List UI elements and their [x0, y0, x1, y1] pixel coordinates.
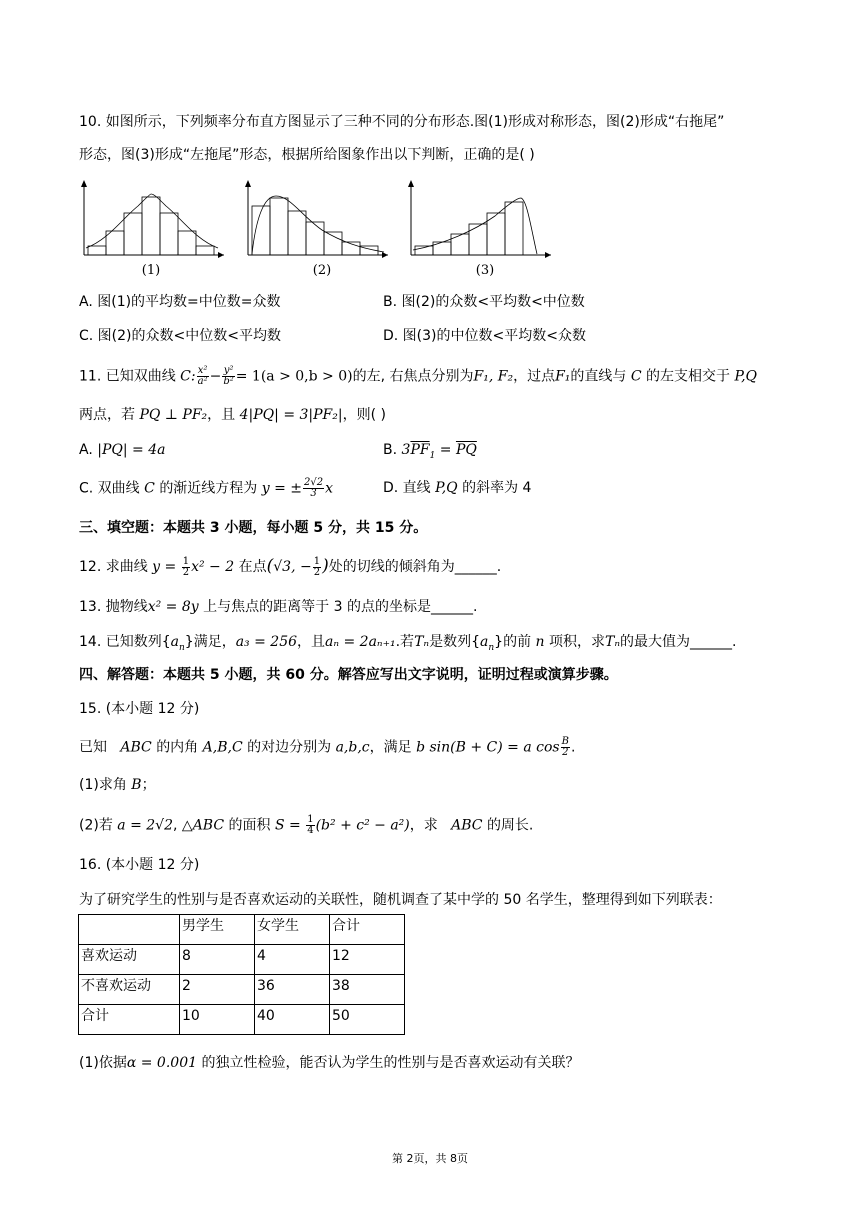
q11-option-a: [79, 440, 165, 460]
fig3-label: (3): [475, 263, 495, 278]
q11-pq: P,Q: [734, 368, 757, 385]
q13-equation: x² = 8y: [147, 599, 199, 615]
q15-part2-end: ，求: [409, 817, 438, 834]
section-3-heading: 三、填空题：本题共 3 小题，每小题 5 分，共 15 分。: [79, 520, 428, 536]
histogram-left-skewed: [405, 178, 555, 280]
q11-option-b: B. $3\overline{PF}_1 = \overline{PQ}$: [383, 442, 477, 461]
q14-prefix: 14. 已知数列{: [79, 634, 171, 650]
q15-equation: b sin(B + C) = a cos: [416, 739, 560, 756]
q11-stem-line2: [79, 405, 386, 425]
q11-text-foci: 的左, 右焦点分别为: [352, 368, 474, 385]
q13: [79, 597, 477, 617]
q11-option-d-prefix: D. 直线: [383, 480, 431, 496]
table-header-row: [79, 915, 405, 945]
q12-mid: 在点: [238, 559, 267, 575]
q14-n: n: [535, 634, 545, 650]
q11-text-intersect: 的左支相交于: [646, 368, 731, 385]
table-cell: 10: [180, 1005, 255, 1035]
q14-mid3: .若: [395, 634, 415, 650]
q10-option-c: C. 图(2)的众数<中位数<平均数: [79, 328, 281, 344]
q15-mid: 的内角: [156, 739, 199, 756]
q15-heading: 15. (本小题 12 分): [79, 701, 200, 717]
q15-part1-text: (1)求角: [79, 777, 127, 793]
q16-heading: 16. (本小题 12 分): [79, 857, 200, 873]
q14-mid5: }的前: [494, 634, 532, 650]
q10-stem-line1: 10. 如图所示，下列频率分布直方图显示了三种不同的分布形态.图(1)形成对称形态，图(2)形成“右拖尾”: [79, 114, 725, 130]
page-footer: 第 2页，共 8页: [392, 1152, 468, 1165]
q11-equation-condition: = 1(a > 0,b > 0): [235, 368, 353, 385]
table-cell: [79, 915, 180, 945]
q15-part2-area-text: 的面积: [228, 817, 271, 834]
q16-part1-prefix: (1)依据: [79, 1055, 127, 1071]
table-cell: 4: [255, 945, 330, 975]
q11-c: C: [630, 368, 642, 385]
q14-end: 项积，求: [549, 634, 606, 650]
q11-curve-label: C:: [180, 368, 196, 385]
q15-part2-prefix: (2)若: [79, 817, 113, 834]
q11-option-c-curve: C: [144, 480, 155, 497]
q11-perpendicular: PQ ⊥ PF₂: [139, 407, 208, 423]
q11-option-b-label: B.: [383, 442, 398, 458]
table-row: [79, 945, 405, 975]
q13-end: 上与焦点的距离等于 3 的点的坐标是______.: [203, 599, 478, 615]
q11-text-two-points: 两点，若: [79, 407, 135, 423]
table-cell: 50: [330, 1005, 405, 1035]
q11-option-c: C. 双曲线 C 的渐近线方程为 y = ± $\frac{2√2}{3}$ x: [79, 477, 334, 499]
q15-part2-expr: (b² + c² − a²): [315, 817, 410, 834]
table-cell: 36: [255, 975, 330, 1005]
q11-option-c-text: 的渐近线方程为: [159, 480, 258, 497]
q15-stem: 已知 ABC 的内角 A,B,C 的对边分别为 a,b,c，满足 b sin(B + C) = a cos $\frac{B}{2}$ .: [79, 736, 576, 758]
q16-alpha: α = 0.001: [126, 1055, 198, 1071]
q14-mid4: 是数列{: [429, 634, 480, 650]
q16-intro: 为了研究学生的性别与是否喜欢运动的关联性，随机调查了某中学的 50 名学生，整理得到如下列联表：: [79, 892, 722, 908]
q11-option-a-expr: |PQ| = 4a: [97, 442, 166, 458]
fig1-label: (1): [141, 263, 161, 278]
q11-option-d-end: 的斜率为 4: [462, 480, 532, 496]
q11-ratio-condition: 4|PQ| = 3|PF₂|: [239, 407, 343, 423]
q15-part2-end2: 的周长.: [486, 817, 534, 834]
table-cell: 男学生: [180, 915, 255, 945]
q15-part2-a: a = 2√2: [117, 817, 174, 834]
table-cell: 40: [255, 1005, 330, 1035]
q10-option-d: D. 图(3)的中位数<平均数<众数: [383, 328, 586, 344]
fig2-label: (2): [312, 263, 332, 278]
q11-text-through: ，过点: [513, 368, 556, 385]
q14-recurrence: aₙ = 2aₙ₊₁: [325, 634, 396, 650]
q11-stem-line1: 11. 已知双曲线 C: $\frac{\text{x²}}{\text{a²}}$ − $\frac{\text{y²}}{\text{b²}}$ = 1(a > 0,b > 0)的左, 右焦点分别为F₁, F₂，过点F₁的直线与 C 的左支相交于 P,Q: [79, 365, 757, 387]
q15-part1-b: B: [131, 777, 142, 793]
table-cell: 2: [180, 975, 255, 1005]
q11-text-then: ，则( ): [342, 407, 386, 423]
table-cell: 8: [180, 945, 255, 975]
q15-part2: (2)若 a = 2√2, △ABC 的面积 S = $\frac{1}{4}$ (b² + c² − a²)，求 ABC 的周长.: [79, 814, 534, 836]
q15-part2-triangle: , △: [173, 817, 193, 834]
histogram-right-skewed: [242, 178, 392, 280]
table-row: [79, 1005, 405, 1035]
q14: 14. 已知数列$\{a_n\}$满足，a₃ = 256，且aₙ = 2aₙ₊₁.若Tₙ是数列$\{a_n\}$的前 n 项积，求Tₙ的最大值为______.: [79, 634, 737, 653]
q12-prefix: 12. 求曲线: [79, 559, 148, 575]
contingency-table: [78, 914, 405, 1035]
q11-option-d-pq: P,Q: [435, 480, 458, 496]
q15-mid2: 的对边分别为: [247, 739, 332, 756]
q15-part1: [79, 775, 156, 795]
q14-tn-2: Tₙ: [605, 634, 621, 650]
q11-option-d: [383, 478, 531, 498]
table-row: [79, 975, 405, 1005]
q12-end: 处的切线的倾斜角为______.: [328, 559, 502, 575]
q15-part2-s: S =: [274, 817, 301, 834]
q11-f1: F₁: [555, 368, 571, 385]
q11-prefix: 11. 已知双曲线: [79, 368, 176, 385]
q14-mid2: ，且: [297, 634, 326, 650]
section-4-heading: 四、解答题：本题共 5 小题，共 60 分。解答应写出文字说明，证明过程或演算步骤。: [79, 667, 618, 683]
q15-prefix: 已知: [79, 739, 107, 756]
table-cell: 12: [330, 945, 405, 975]
q14-a3: a₃ = 256: [235, 634, 298, 650]
q11-option-c-prefix: C. 双曲线: [79, 480, 140, 497]
q10-option-b: B. 图(2)的众数<平均数<中位数: [383, 294, 585, 310]
q15-mid3: ，满足: [369, 739, 412, 756]
table-cell: 38: [330, 975, 405, 1005]
q11-frac-y: $\frac{\text{y²}}{\text{b²}}$: [223, 365, 234, 387]
table-cell: 喜欢运动: [79, 945, 180, 975]
q11-option-a-label: A.: [79, 442, 93, 458]
q15-part1-end: ；: [141, 777, 156, 793]
q13-prefix: 13. 抛物线: [79, 599, 148, 615]
q14-tn: Tₙ: [414, 634, 430, 650]
q10-stem-line2: 形态，图(3)形成“左拖尾”形态，根据所给图象作出以下判断，正确的是( ): [79, 147, 535, 163]
q14-end2: 的最大值为______.: [620, 634, 737, 650]
q16-part1: [79, 1053, 579, 1073]
q11-text-line: 的直线与: [570, 368, 627, 385]
q11-text-and: ，且: [207, 407, 236, 423]
q11-frac-x: $\frac{\text{x²}}{\text{a²}}$: [197, 365, 208, 387]
q11-foci: F₁, F₂: [473, 368, 514, 385]
histogram-symmetric: [78, 178, 228, 280]
q12: 12. 求曲线 y = $\frac{1}{2}$ x² − 2 在点(√3, − $\frac{1}{2}$ )处的切线的倾斜角为______.: [79, 555, 502, 578]
q16-part1-end: 的独立性检验，能否认为学生的性别与是否喜欢运动有关联？: [201, 1055, 580, 1071]
table-cell: 不喜欢运动: [79, 975, 180, 1005]
q15-angles: A,B,C: [202, 739, 243, 756]
table-cell: 女学生: [255, 915, 330, 945]
q15-sides: a,b,c: [335, 739, 370, 756]
table-cell: 合计: [330, 915, 405, 945]
q14-mid1: }满足，: [184, 634, 236, 650]
q10-option-a: A. 图(1)的平均数=中位数=众数: [79, 294, 281, 310]
table-cell: 合计: [79, 1005, 180, 1035]
